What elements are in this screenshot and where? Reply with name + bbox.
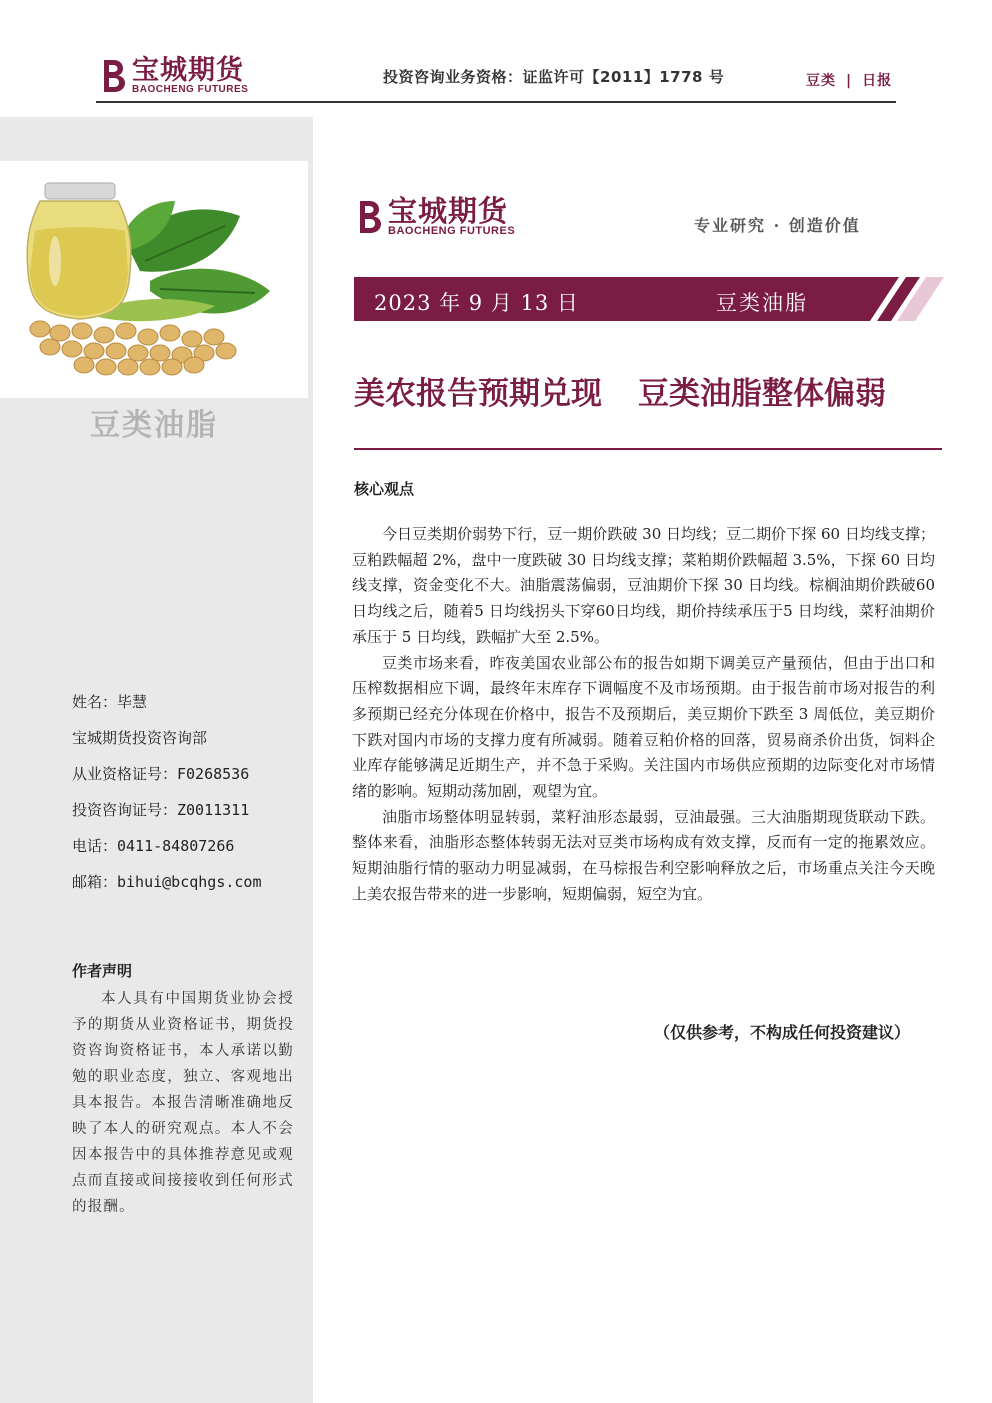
author-info <box>72 692 262 908</box>
soybean-oil-illustration <box>0 161 308 398</box>
paragraph: 油脂市场整体明显转弱，菜籽油形态最弱，豆油最强。三大油脂期现货联动下跌。整体来看，油脂形态整体转弱无法对豆类市场构成有效支撑，反而有一定的拖累效应。短期油脂行情的驱动力明显减弱，在马棕报告利空影响释放之后，市场重点关注今天晚上美农报告带来的进一步影响，短期偏弱，短空为宜。 <box>352 807 935 903</box>
author-email[interactable]: 邮箱：bihui@bcqhgs.com <box>72 873 262 891</box>
headline-part-1: 美农报告预期兑现 <box>354 376 602 412</box>
main-logo <box>354 196 515 237</box>
declaration-text: 本人具有中国期货业协会授予的期货从业资格证书，期货投资咨询资格证书，本人承诺以勤勉的职业态度，独立、客观地出具本报告。本报告清晰准确地反映了本人的研究观点。本人不会因本报告中的具体推荐意见或观点而直接或间接接收到任何形式的报酬。 <box>72 991 294 1215</box>
tag-category: 豆类 <box>806 73 836 89</box>
report-date: 2023 年 9 月 13 日 <box>374 291 579 315</box>
logo-text-cn: 宝城期货 <box>388 194 509 228</box>
author-department: 宝城期货投资咨询部 <box>72 729 208 747</box>
logo-text-en: BAOCHENG FUTURES <box>388 225 516 237</box>
core-view-title: 核心观点 <box>354 480 415 498</box>
baocheng-logo-icon <box>98 56 128 96</box>
sidebar-title: 豆类油脂 <box>90 408 218 443</box>
tag-separator: | <box>846 73 853 89</box>
tag-type: 日报 <box>862 73 893 89</box>
slogan: 专业研究 · 创造价值 <box>694 216 861 235</box>
author-qualification: 从业资格证号：F0268536 <box>72 765 250 783</box>
logo-text-cn: 宝城期货 <box>132 55 244 86</box>
header-logo <box>98 56 248 96</box>
headline <box>354 368 886 413</box>
logo-text-en: BAOCHENG FUTURES <box>132 84 249 95</box>
headline-part-2: 豆类油脂整体偏弱 <box>638 376 886 412</box>
paragraph: 豆类市场来看，昨夜美国农业部公布的报告如期下调美豆产量预估，但由于出口和压榨数据相应下调，最终年末库存下调幅度不及市场预期。由于报告前市场对报告的利多预期已经充分体现在价格中，报告不及预期后，美豆期价下跌至 3 周低位，美豆期价下跌对国内市场的支撑力度有所减弱。随着豆粕价格的回落，贸易商杀价出货，饲料企业库存能够满足近期生产，并不急于采购。关注国内市场供应预期的边际变化对市场情绪的影响。短期动荡加剧，观望为宜。 <box>352 653 935 801</box>
report-category: 豆类油脂 <box>716 291 808 315</box>
page-header <box>0 0 992 110</box>
declaration-title: 作者声明 <box>72 962 133 980</box>
license-text: 投资咨询业务资格：证监许可【2011】1778 号 <box>383 68 725 86</box>
disclaimer: （仅供参考，不构成任何投资建议） <box>654 1023 911 1042</box>
author-consulting-id: 投资咨询证号：Z0011311 <box>72 801 250 819</box>
soybean-oil-image <box>0 161 308 398</box>
author-phone: 电话：0411-84807266 <box>72 837 235 855</box>
author-name: 姓名：毕慧 <box>72 693 148 711</box>
headline-divider <box>354 448 942 450</box>
header-divider <box>96 101 896 103</box>
header-tags <box>806 70 892 90</box>
baocheng-logo-icon <box>354 197 384 237</box>
article-body <box>352 522 935 908</box>
paragraph: 今日豆类期价弱势下行，豆一期价跌破 30 日均线；豆二期价下探 60 日均线支撑；豆粕跌幅超 2%，盘中一度跌破 30 日均线支撑；菜粕期价跌幅超 3.5%，下探 60 日均线支撑，资金变化不大。油脂震荡偏弱，豆油期价下探 30 日均线。棕榈油期价跌破60日均线之后，随着5 日均线拐头下穿60日均线，期价持续承压于5 日均线，菜籽油期价承压于 5 日均线，跌幅扩大至 2.5%。 <box>352 525 935 646</box>
